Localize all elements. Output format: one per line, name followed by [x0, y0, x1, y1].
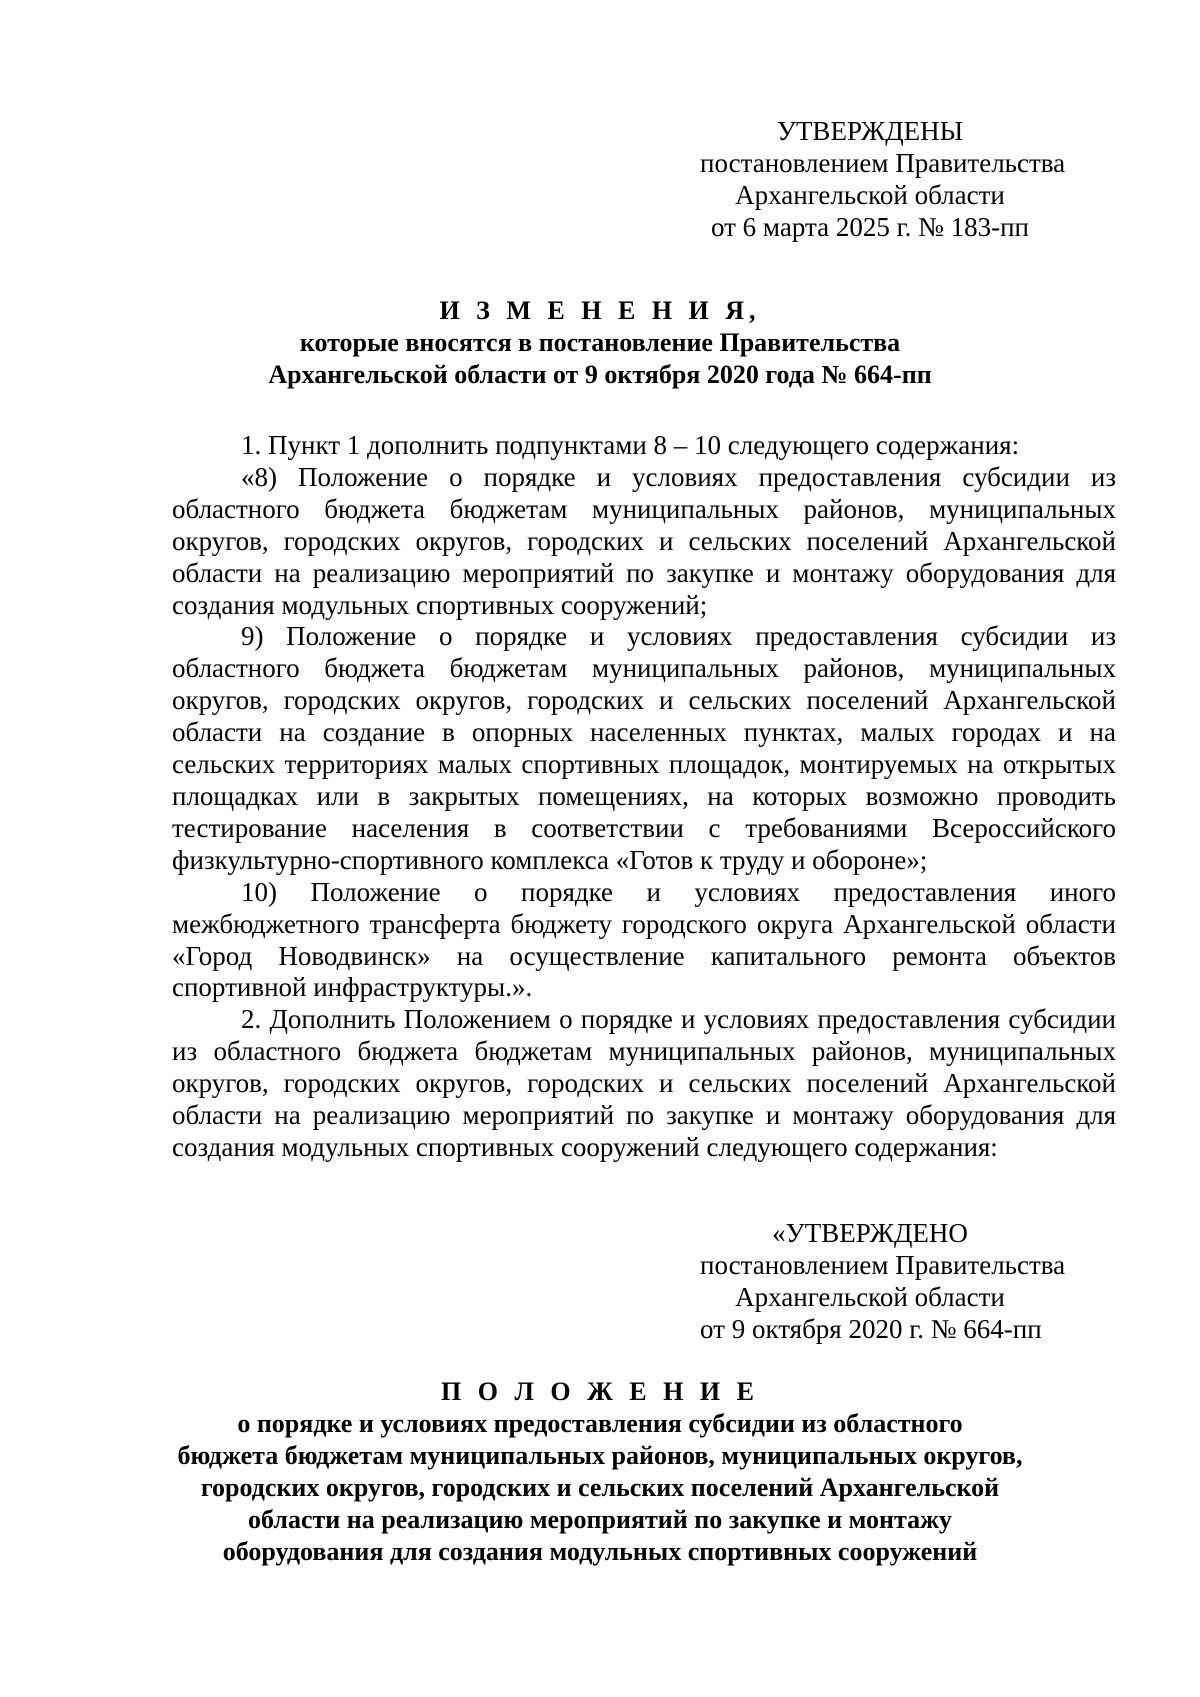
position-subtitle-line: оборудования для создания модульных спортивных сооружений — [222, 1537, 978, 1566]
changes-subtitle-line: которые вносятся в постановление Правительства — [299, 328, 901, 357]
approval-line: Архангельской области — [735, 180, 1005, 210]
position-heading — [160, 1376, 1040, 1568]
body-paragraph: 9) Положение о порядке и условиях предоставления субсидии из областного бюджета бюджетам муниципальных районов, муниципальных округов, городских округов, городских и сельских поселений Архангельской области на создание в опорных населенных пунктах, малых городах и на сельских территориях малых спортивных площадок, монтируемых на открытых площадках или в закрытых помещениях, на которых возможно проводить тестирование населения в соответствии с требованиями Всероссийского физкультурно-спортивного комплекса «Готов к труду и обороне»; — [172, 621, 1116, 875]
position-title: П О Л О Ж Е Н И Е — [441, 1377, 759, 1406]
position-subtitle-line: области на реализацию мероприятий по закупке и монтажу — [248, 1505, 952, 1534]
approval-title: УТВЕРЖДЕНЫ — [776, 116, 964, 146]
position-subtitle-line: городских округов, городских и сельских поселений Архангельской — [200, 1473, 1000, 1502]
approval-date-line: от 9 октября 2020 г. № 664-пп — [700, 1314, 1042, 1344]
body-paragraph: 1. Пункт 1 дополнить подпунктами 8 – 10 следующего содержания: — [241, 430, 1020, 460]
body-paragraph: «8) Положение о порядке и условиях предоставления субсидии из областного бюджета бюджетам муниципальных районов, муниципальных округов, городских округов, городских и сельских поселений Архангельской области на реализацию мероприятий по закупке и монтажу оборудования для создания модульных спортивных сооружений; — [172, 461, 1116, 620]
approval-line: постановлением Правительства — [700, 148, 1066, 178]
approval-date-line: от 6 марта 2025 г. № 183-пп — [710, 212, 1029, 242]
document-body — [172, 430, 1116, 1164]
approval-line: постановлением Правительства — [700, 1250, 1066, 1280]
approval-stamp-bottom — [700, 1217, 1066, 1345]
body-paragraph: 2. Дополнить Положением о порядке и условиях предоставления субсидии из областного бюджета бюджетам муниципальных районов, муниципальных округов, городских округов, городских и сельских поселений Архангельской области на реализацию мероприятий по закупке и монтажу оборудования для создания модульных спортивных сооружений следующего содержания: — [172, 1004, 1116, 1162]
changes-title: И З М Е Н Е Н И Я, — [439, 296, 761, 325]
position-subtitle-line: бюджета бюджетам муниципальных районов, муниципальных округов, — [177, 1441, 1023, 1470]
changes-subtitle-line: Архангельской области от 9 октября 2020 года № 664-пп — [268, 360, 932, 389]
changes-heading — [160, 295, 1040, 391]
body-paragraph: 10) Положение о порядке и условиях предоставления иного межбюджетного трансферта бюджету городского округа Архангельской области «Город Новодвинск» на осуществление капитального ремонта объектов спортивной инфраструктуры.». — [172, 876, 1116, 1003]
approval-title: «УТВЕРЖДЕНО — [772, 1218, 968, 1248]
approval-stamp-top — [700, 115, 1066, 243]
approval-line: Архангельской области — [735, 1282, 1005, 1312]
position-subtitle-line: о порядке и условиях предоставления субсидии из областного — [237, 1409, 963, 1438]
